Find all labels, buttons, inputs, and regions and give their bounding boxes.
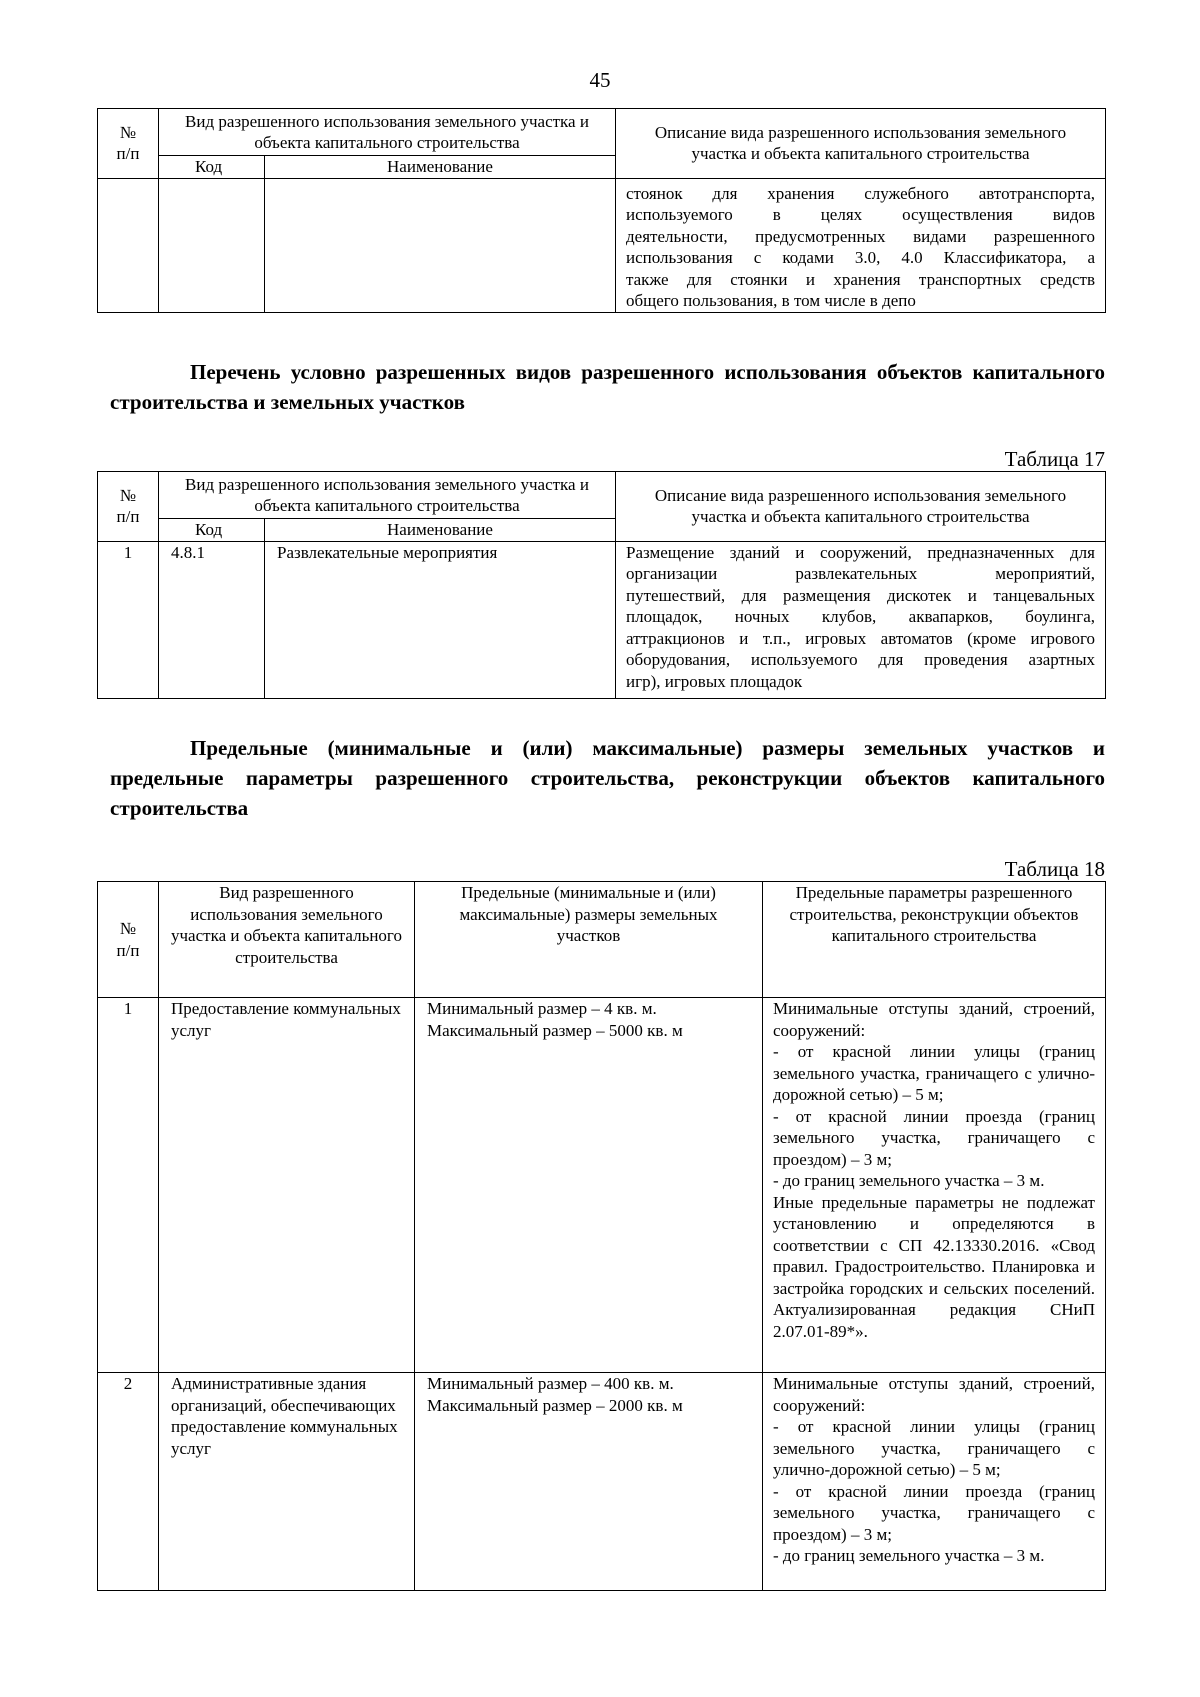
header-num: № п/п — [98, 882, 159, 998]
row-sizes — [415, 1373, 763, 1591]
header-description: Описание вида разрешенного использования земельного участка и объекта капитального строительства — [616, 472, 1106, 542]
text-line: земельного участка, граничащего с улично- — [773, 1063, 1095, 1083]
row-params — [763, 998, 1106, 1373]
text-line: Максимальный размер – 2000 кв. м — [427, 1395, 683, 1415]
text-line: проездом) – 3 м; — [773, 1149, 892, 1169]
text-line: Минимальный размер – 4 кв. м. — [427, 999, 657, 1018]
row-code: 4.8.1 — [159, 541, 265, 698]
cell-num — [98, 178, 159, 312]
cell-description — [616, 178, 1106, 312]
row-description — [616, 541, 1106, 698]
text-line: Минимальные отступы зданий, строений, — [773, 1374, 1095, 1393]
text-line: улично-дорожной сетью) – 5 м; — [773, 1460, 1001, 1479]
table-18 — [97, 881, 1106, 1591]
header-vid: Вид разрешенного использования земельного участка и объекта капитального строительства — [159, 882, 415, 998]
text-line: путешествий, для размещения дискотек и танцевальных — [626, 585, 1095, 605]
row-sizes — [415, 998, 763, 1373]
text-line: - от красной линии проезда (границ — [773, 1481, 1095, 1501]
row-num: 1 — [98, 998, 159, 1373]
header-sizes: Предельные (минимальные и (или) максимальные) размеры земельных участков — [415, 882, 763, 998]
header-vid: Вид разрешенного использования земельного участка и объекта капитального строительства — [159, 109, 616, 156]
table-row — [98, 998, 1106, 1373]
text-line: аттракционов и т.п., игровых автоматов (кроме игрового — [626, 628, 1095, 648]
text-line: организации развлекательных мероприятий, — [626, 564, 1095, 583]
page-number: 45 — [589, 68, 611, 92]
table-18-label: Таблица 18 — [1004, 857, 1105, 881]
text-line: сооружений: — [773, 1395, 866, 1415]
header-params: Предельные параметры разрешенного строительства, реконструкции объектов капитального строительства — [763, 882, 1106, 998]
table-17-label: Таблица 17 — [1004, 447, 1105, 471]
text-line: оборудования, используемого для проведения азартных — [626, 650, 1095, 669]
text-line: - от красной линии проезда (границ — [773, 1106, 1095, 1126]
text-line: сооружений: — [773, 1020, 866, 1040]
header-num: № п/п — [98, 472, 159, 542]
text-line: земельного участка, граничащего с — [773, 1128, 1095, 1147]
cell-code — [159, 178, 265, 312]
text-line: использования с кодами 3.0, 4.0 Классификатора, а — [626, 248, 1095, 267]
text-line: Размещение зданий и сооружений, предназначенных для — [626, 542, 1095, 562]
text-line: Минимальный размер – 400 кв. м. — [427, 1374, 674, 1393]
text-line: игр), игровых площадок — [626, 671, 803, 691]
header-name: Наименование — [265, 156, 616, 179]
text-line: стоянок для хранения служебного автотранспорта, — [626, 183, 1095, 203]
cell-name — [265, 178, 616, 312]
text-line: установлению и определяются в — [773, 1214, 1095, 1233]
text-line: правил. Градостроительство. Планировка и — [773, 1257, 1095, 1276]
text-line: - до границ земельного участка – 3 м. — [773, 1546, 1045, 1565]
text-line: соответствии с СП 42.13330.2016. «Свод — [773, 1235, 1095, 1255]
header-name: Наименование — [265, 519, 616, 542]
section-heading-conditional-uses: Перечень условно разрешенных видов разрешенного использования объектов капитального строительства и земельных участков — [110, 360, 1105, 414]
row-vid: Административные здания организаций, обеспечивающих предоставление коммунальных услуг — [159, 1373, 415, 1591]
header-code: Код — [159, 156, 265, 179]
text-line: Минимальные отступы зданий, строений, — [773, 999, 1095, 1018]
table-row — [98, 1373, 1106, 1591]
text-line: общего пользования, в том числе в депо — [626, 291, 916, 310]
text-line: 2.07.01-89*». — [773, 1321, 868, 1341]
table-continuation — [97, 108, 1106, 313]
section-heading-limits: Предельные (минимальные и (или) максимальные) размеры земельных участков и предельные параметры разрешенного строительства, реконструкции объектов капитального строительства — [110, 736, 1105, 820]
header-description: Описание вида разрешенного использования земельного участка и объекта капитального строительства — [616, 109, 1106, 179]
text-line: - от красной линии улицы (границ — [773, 1417, 1095, 1436]
row-params — [763, 1373, 1106, 1591]
row-num: 1 — [98, 541, 159, 698]
text-line: Максимальный размер – 5000 кв. м — [427, 1020, 683, 1040]
text-line: земельного участка, граничащего с — [773, 1438, 1095, 1458]
text-line: также для стоянки и хранения транспортных средств — [626, 269, 1095, 289]
header-code: Код — [159, 519, 265, 542]
header-num: № п/п — [98, 109, 159, 179]
text-line: Иные предельные параметры не подлежат — [773, 1192, 1095, 1212]
text-line: - до границ земельного участка – 3 м. — [773, 1171, 1045, 1190]
row-name: Развлекательные мероприятия — [265, 541, 616, 698]
text-line: застройка городских и сельских поселений. — [773, 1278, 1095, 1298]
table-row — [98, 541, 1106, 698]
row-vid: Предоставление коммунальных услуг — [159, 998, 415, 1373]
text-line: площадок, ночных клубов, аквапарков, боулинга, — [626, 607, 1095, 626]
text-line: используемого в целях осуществления видов — [626, 205, 1095, 224]
text-line: деятельности, предусмотренных видами разрешенного — [626, 226, 1095, 246]
header-vid: Вид разрешенного использования земельного участка и объекта капитального строительства — [159, 472, 616, 519]
text-line: Актуализированная редакция СНиП — [773, 1300, 1095, 1319]
text-line: земельного участка, граничащего с — [773, 1503, 1095, 1522]
table-17 — [97, 471, 1106, 699]
row-num: 2 — [98, 1373, 159, 1591]
text-line: дорожной сетью) – 5 м; — [773, 1085, 944, 1104]
text-line: - от красной линии улицы (границ — [773, 1042, 1095, 1061]
text-line: проездом) – 3 м; — [773, 1524, 892, 1544]
